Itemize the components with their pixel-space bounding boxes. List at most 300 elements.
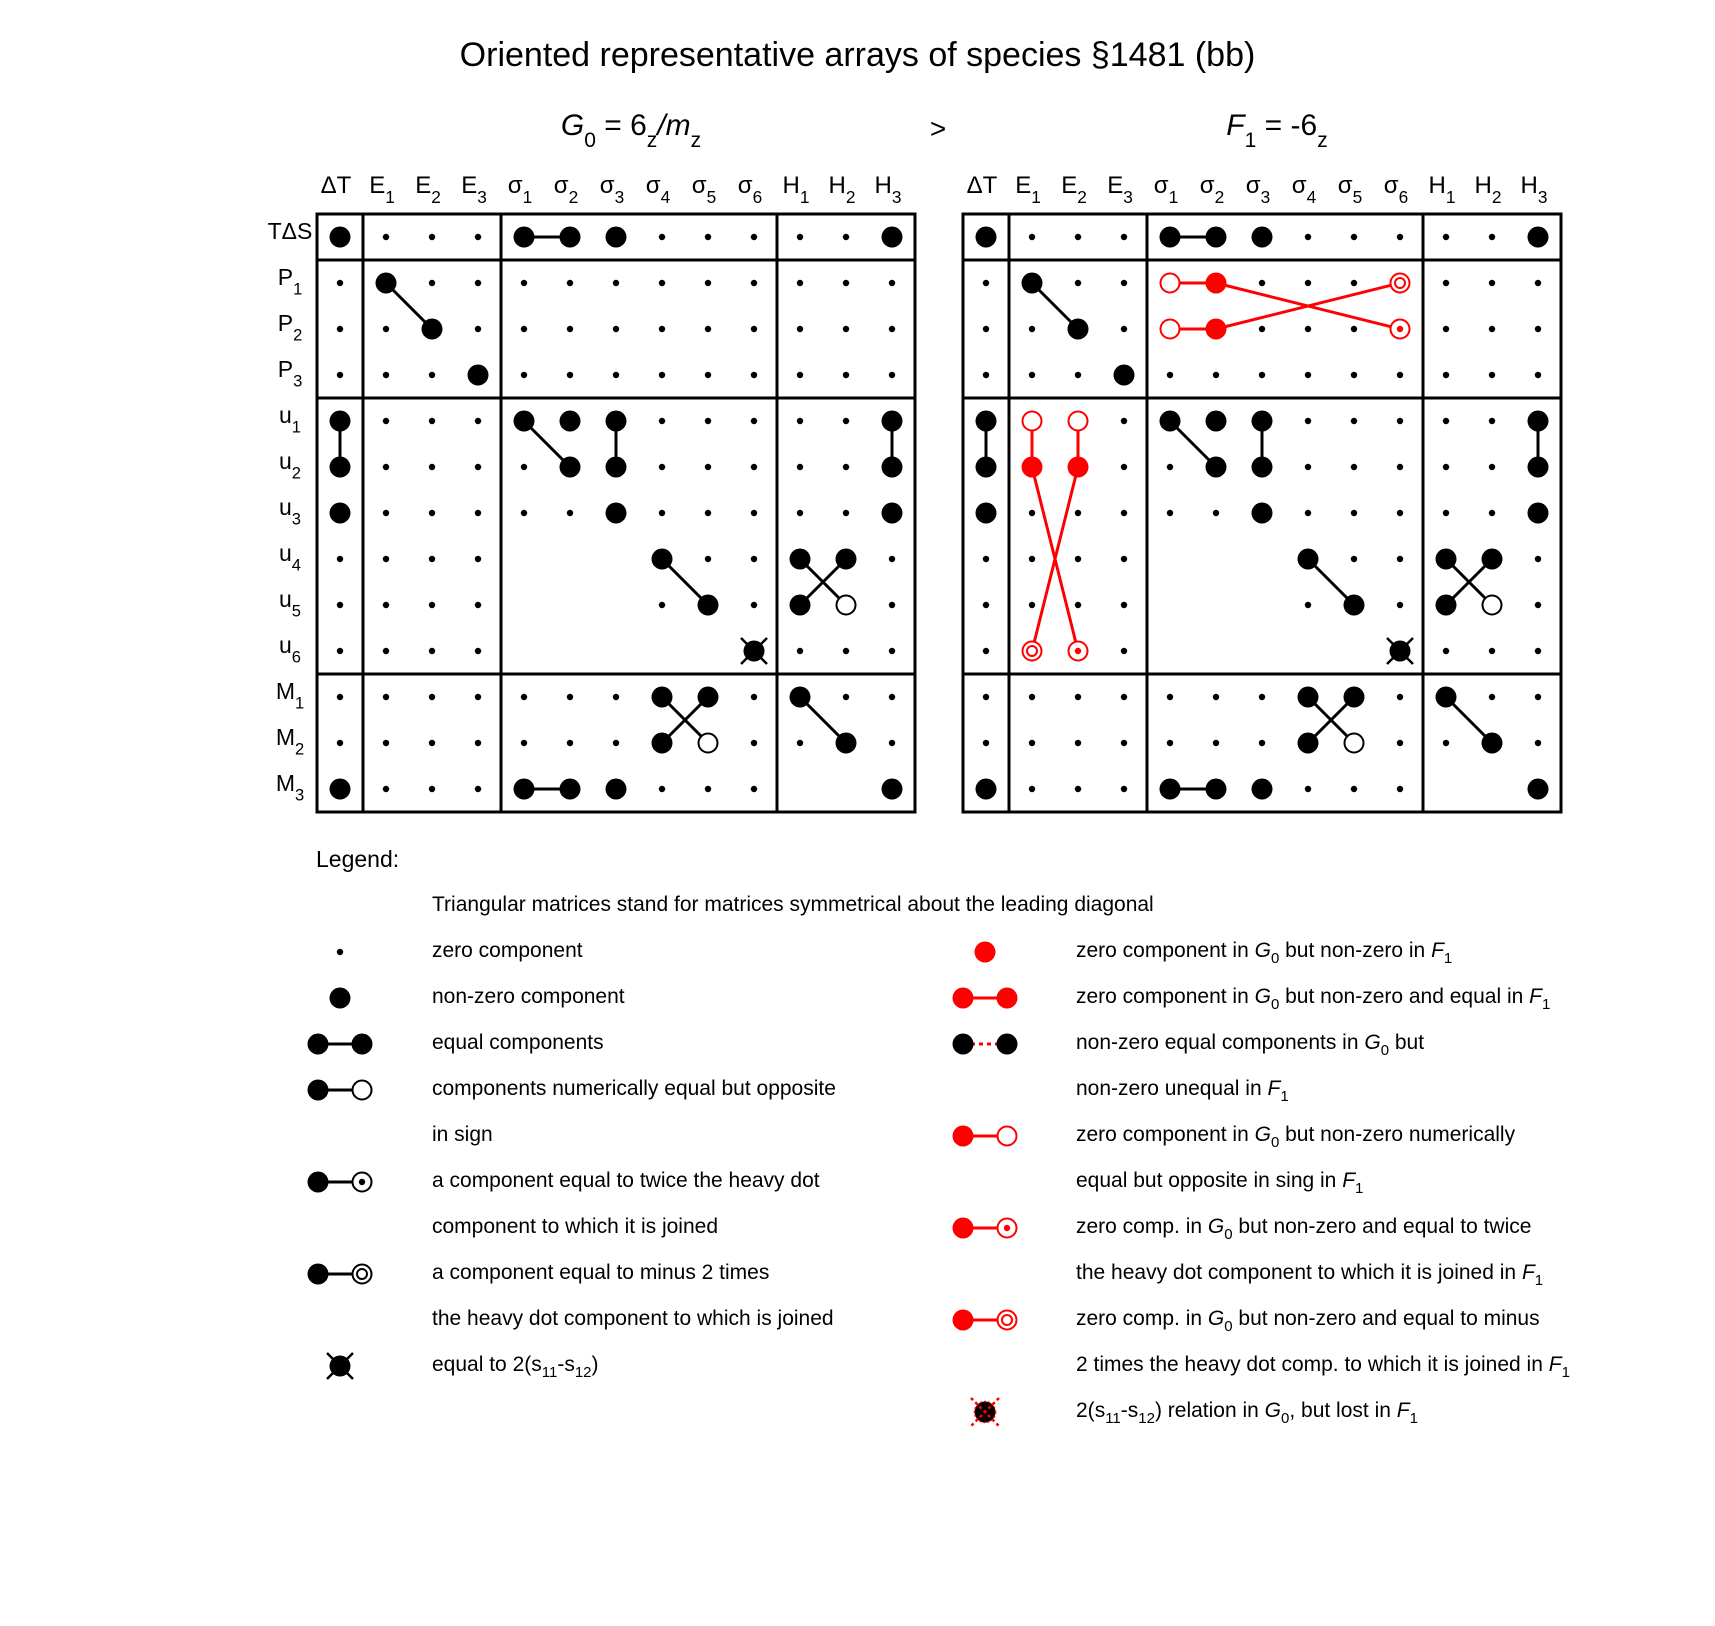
component-node bbox=[836, 549, 857, 570]
matrix-F1 bbox=[963, 109, 1561, 812]
zero-dot bbox=[1075, 740, 1081, 746]
zero-dot bbox=[1121, 740, 1127, 746]
zero-dot bbox=[1029, 556, 1035, 562]
component-node bbox=[698, 687, 719, 708]
component-node bbox=[1161, 320, 1180, 339]
zero-dot bbox=[797, 648, 803, 654]
col-label: $H_2$ bbox=[1474, 172, 1502, 208]
zero-dot bbox=[1167, 694, 1173, 700]
component-node bbox=[1068, 319, 1089, 340]
legend-item-text: non-zero unequal in $F_1$ bbox=[1076, 1077, 1289, 1105]
matrix-title-F1: $F_1 = -6_z$ bbox=[1226, 109, 1328, 152]
row-label: $M_2$ bbox=[275, 724, 305, 759]
legend-glyph-RFRD bbox=[953, 1218, 1017, 1239]
row-label: $P_2$ bbox=[277, 310, 303, 345]
component-node bbox=[1345, 734, 1364, 753]
row-label: $M_3$ bbox=[275, 770, 305, 805]
zero-dot bbox=[1121, 694, 1127, 700]
component-node bbox=[1206, 411, 1227, 432]
zero-dot bbox=[1443, 740, 1449, 746]
col-label: $H_1$ bbox=[782, 172, 810, 208]
component-node bbox=[514, 227, 535, 248]
zero-dot bbox=[843, 372, 849, 378]
zero-dot bbox=[797, 234, 803, 240]
component-node bbox=[560, 411, 581, 432]
zero-dot bbox=[1489, 234, 1495, 240]
legend-glyph-RFRDC bbox=[953, 1310, 1017, 1331]
zero-dot bbox=[475, 648, 481, 654]
zero-dot bbox=[1535, 602, 1541, 608]
component-node bbox=[1387, 638, 1413, 664]
component-node bbox=[699, 734, 718, 753]
zero-dot bbox=[1121, 786, 1127, 792]
zero-dot bbox=[1029, 372, 1035, 378]
col-label: $\sigma_3$ bbox=[1245, 172, 1271, 208]
zero-dot bbox=[1397, 464, 1403, 470]
zero-dot bbox=[613, 280, 619, 286]
legend-item-text: zero comp. in $G_0$ but non-zero and equal to twice bbox=[1076, 1215, 1532, 1243]
zero-dot bbox=[1305, 786, 1311, 792]
zero-dot bbox=[1489, 510, 1495, 516]
zero-dot bbox=[337, 372, 343, 378]
zero-dot bbox=[1075, 786, 1081, 792]
zero-dot bbox=[1351, 786, 1357, 792]
zero-dot bbox=[1397, 556, 1403, 562]
zero-dot bbox=[337, 740, 343, 746]
col-label: $E_2$ bbox=[415, 172, 441, 208]
col-label: $\sigma_1$ bbox=[507, 172, 533, 208]
legend-glyph-RFRO bbox=[953, 1126, 1017, 1147]
component-node bbox=[1206, 779, 1227, 800]
zero-dot bbox=[521, 510, 527, 516]
col-label: $\sigma_5$ bbox=[1337, 172, 1363, 208]
zero-dot bbox=[1397, 694, 1403, 700]
legend-item-text: $2(s_{11}-s_{12})$ relation in $G_0$, but lost in $F_1$ bbox=[1076, 1399, 1418, 1427]
zero-dot bbox=[521, 372, 527, 378]
component-node bbox=[1206, 457, 1227, 478]
component-node bbox=[882, 779, 903, 800]
zero-dot bbox=[1075, 280, 1081, 286]
component-node bbox=[1069, 412, 1088, 431]
zero-dot bbox=[889, 694, 895, 700]
zero-dot bbox=[751, 786, 757, 792]
zero-dot bbox=[983, 740, 989, 746]
zero-dot bbox=[1397, 602, 1403, 608]
legend-item-text: the heavy dot component to which it is joined in $F_1$ bbox=[1076, 1261, 1544, 1289]
zero-dot bbox=[751, 418, 757, 424]
component-node bbox=[1482, 549, 1503, 570]
zero-dot bbox=[1351, 234, 1357, 240]
legend-glyph-FF bbox=[308, 1034, 373, 1055]
zero-dot bbox=[705, 464, 711, 470]
zero-dot bbox=[383, 786, 389, 792]
col-label: $\sigma_1$ bbox=[1153, 172, 1179, 208]
component-node bbox=[422, 319, 443, 340]
component-node bbox=[1482, 733, 1503, 754]
zero-dot bbox=[1121, 510, 1127, 516]
zero-dot bbox=[1259, 740, 1265, 746]
zero-dot bbox=[521, 280, 527, 286]
zero-dot bbox=[1351, 464, 1357, 470]
component-node bbox=[1298, 549, 1319, 570]
zero-dot bbox=[983, 694, 989, 700]
zero-dot bbox=[475, 418, 481, 424]
row-label: $P_3$ bbox=[277, 356, 303, 391]
zero-dot bbox=[751, 280, 757, 286]
zero-dot bbox=[1443, 464, 1449, 470]
col-label: $H_2$ bbox=[828, 172, 856, 208]
zero-dot bbox=[983, 602, 989, 608]
zero-dot bbox=[337, 602, 343, 608]
legend-item-text: components numerically equal but opposite bbox=[432, 1077, 836, 1100]
zero-dot bbox=[567, 740, 573, 746]
zero-dot bbox=[983, 648, 989, 654]
col-label: $E_1$ bbox=[369, 172, 395, 208]
component-node bbox=[1528, 227, 1549, 248]
zero-dot bbox=[1535, 556, 1541, 562]
component-node bbox=[882, 503, 903, 524]
zero-dot bbox=[475, 556, 481, 562]
matrix-G0 bbox=[268, 109, 915, 812]
zero-dot bbox=[383, 234, 389, 240]
zero-dot bbox=[383, 326, 389, 332]
col-label: $\sigma_6$ bbox=[1383, 172, 1409, 208]
zero-dot bbox=[429, 372, 435, 378]
zero-dot bbox=[705, 510, 711, 516]
zero-dot bbox=[1397, 786, 1403, 792]
zero-dot bbox=[797, 326, 803, 332]
zero-dot bbox=[1489, 418, 1495, 424]
zero-dot bbox=[659, 372, 665, 378]
zero-dot bbox=[1121, 648, 1127, 654]
zero-dot bbox=[1029, 602, 1035, 608]
zero-dot bbox=[889, 326, 895, 332]
zero-dot bbox=[383, 464, 389, 470]
zero-dot bbox=[659, 786, 665, 792]
zero-dot bbox=[1259, 280, 1265, 286]
component-node bbox=[1161, 274, 1180, 293]
component-node bbox=[330, 411, 351, 432]
zero-dot bbox=[475, 280, 481, 286]
legend-item-text: non-zero equal components in $G_0$ but bbox=[1076, 1031, 1425, 1059]
zero-dot bbox=[613, 326, 619, 332]
zero-dot bbox=[1259, 372, 1265, 378]
row-label: $u_4$ bbox=[279, 540, 301, 575]
zero-dot bbox=[1167, 740, 1173, 746]
legend-glyph-X bbox=[327, 1353, 353, 1379]
zero-dot bbox=[705, 418, 711, 424]
component-node bbox=[1528, 457, 1549, 478]
legend-item-text: zero component in $G_0$ but non-zero and equal in $F_1$ bbox=[1076, 985, 1551, 1013]
zero-dot bbox=[429, 786, 435, 792]
zero-dot bbox=[751, 740, 757, 746]
component-node bbox=[1436, 687, 1457, 708]
component-node bbox=[1298, 687, 1319, 708]
zero-dot bbox=[983, 326, 989, 332]
legend-item-text: zero component in $G_0$ but non-zero in $F_1$ bbox=[1076, 939, 1453, 967]
zero-dot bbox=[1443, 234, 1449, 240]
zero-dot bbox=[751, 464, 757, 470]
zero-dot bbox=[797, 280, 803, 286]
zero-dot bbox=[1443, 648, 1449, 654]
col-label: $H_3$ bbox=[874, 172, 902, 208]
component-node bbox=[837, 596, 856, 615]
zero-dot bbox=[383, 510, 389, 516]
col-label: $H_1$ bbox=[1428, 172, 1456, 208]
zero-dot bbox=[843, 464, 849, 470]
zero-dot bbox=[843, 510, 849, 516]
zero-dot bbox=[1305, 326, 1311, 332]
zero-dot bbox=[1443, 280, 1449, 286]
component-node bbox=[606, 779, 627, 800]
zero-dot bbox=[429, 694, 435, 700]
zero-dot bbox=[613, 740, 619, 746]
zero-dot bbox=[797, 418, 803, 424]
component-node bbox=[882, 457, 903, 478]
row-label: $M_1$ bbox=[275, 678, 305, 713]
zero-dot bbox=[889, 280, 895, 286]
zero-dot bbox=[1075, 602, 1081, 608]
zero-dot bbox=[797, 510, 803, 516]
zero-dot bbox=[1351, 510, 1357, 516]
component-node bbox=[1022, 457, 1043, 478]
row-label: $P_1$ bbox=[277, 264, 303, 299]
zero-dot bbox=[475, 510, 481, 516]
legend-glyph-RFRF bbox=[953, 988, 1018, 1009]
zero-dot bbox=[475, 786, 481, 792]
zero-dot bbox=[337, 280, 343, 286]
zero-dot bbox=[1535, 694, 1541, 700]
zero-dot bbox=[337, 648, 343, 654]
component-node bbox=[882, 227, 903, 248]
zero-dot bbox=[843, 234, 849, 240]
zero-dot bbox=[429, 280, 435, 286]
component-node bbox=[976, 779, 997, 800]
zero-dot bbox=[751, 602, 757, 608]
zero-dot bbox=[1029, 694, 1035, 700]
zero-dot bbox=[429, 648, 435, 654]
zero-dot bbox=[475, 234, 481, 240]
component-node bbox=[652, 687, 673, 708]
zero-dot bbox=[659, 280, 665, 286]
row-label: $u_5$ bbox=[279, 586, 301, 621]
zero-dot bbox=[1351, 418, 1357, 424]
col-label: $\sigma_5$ bbox=[691, 172, 717, 208]
component-node bbox=[1022, 273, 1043, 294]
zero-dot bbox=[429, 464, 435, 470]
zero-dot bbox=[1213, 510, 1219, 516]
col-label: $E_3$ bbox=[1107, 172, 1133, 208]
legend-glyph-RF bbox=[975, 942, 996, 963]
component-node bbox=[468, 365, 489, 386]
zero-dot bbox=[383, 648, 389, 654]
zero-dot bbox=[1121, 234, 1127, 240]
component-node bbox=[1252, 503, 1273, 524]
zero-dot bbox=[1029, 234, 1035, 240]
component-node bbox=[1344, 687, 1365, 708]
zero-dot bbox=[983, 556, 989, 562]
col-label: $\sigma_4$ bbox=[645, 172, 671, 208]
zero-dot bbox=[1075, 556, 1081, 562]
component-node bbox=[698, 595, 719, 616]
zero-dot bbox=[659, 234, 665, 240]
zero-dot bbox=[429, 234, 435, 240]
zero-dot bbox=[1305, 464, 1311, 470]
component-node bbox=[1160, 227, 1181, 248]
col-label: $\sigma_2$ bbox=[553, 172, 579, 208]
legend-glyph-dot bbox=[337, 949, 343, 955]
zero-dot bbox=[797, 740, 803, 746]
zero-dot bbox=[843, 326, 849, 332]
zero-dot bbox=[1351, 326, 1357, 332]
component-node bbox=[1069, 642, 1088, 661]
component-node bbox=[1483, 596, 1502, 615]
zero-dot bbox=[889, 372, 895, 378]
zero-dot bbox=[1489, 464, 1495, 470]
component-node bbox=[1206, 227, 1227, 248]
zero-dot bbox=[1029, 740, 1035, 746]
component-node bbox=[330, 457, 351, 478]
zero-dot bbox=[337, 556, 343, 562]
legend-item-text: a component equal to twice the heavy dot bbox=[432, 1169, 820, 1192]
component-node bbox=[1528, 779, 1549, 800]
legend-item-text: a component equal to minus 2 times bbox=[432, 1261, 770, 1284]
component-node bbox=[882, 411, 903, 432]
component-node bbox=[1528, 411, 1549, 432]
row-label: $u_6$ bbox=[279, 632, 301, 667]
legend-item-text: in sign bbox=[432, 1123, 493, 1146]
zero-dot bbox=[889, 740, 895, 746]
zero-dot bbox=[1443, 510, 1449, 516]
zero-dot bbox=[1489, 694, 1495, 700]
component-node bbox=[1391, 274, 1410, 293]
component-node bbox=[606, 227, 627, 248]
component-node bbox=[560, 779, 581, 800]
component-node bbox=[1344, 595, 1365, 616]
component-node bbox=[790, 687, 811, 708]
zero-dot bbox=[705, 556, 711, 562]
zero-dot bbox=[1213, 694, 1219, 700]
zero-dot bbox=[843, 280, 849, 286]
legend-glyph-FO bbox=[308, 1080, 372, 1101]
zero-dot bbox=[751, 694, 757, 700]
component-node bbox=[1436, 549, 1457, 570]
zero-dot bbox=[383, 602, 389, 608]
zero-dot bbox=[1259, 694, 1265, 700]
col-label: ΔT bbox=[320, 172, 352, 199]
zero-dot bbox=[521, 464, 527, 470]
col-label: ΔT bbox=[966, 172, 998, 199]
zero-dot bbox=[1121, 464, 1127, 470]
zero-dot bbox=[1305, 372, 1311, 378]
zero-dot bbox=[1121, 280, 1127, 286]
zero-dot bbox=[751, 326, 757, 332]
component-node bbox=[560, 457, 581, 478]
legend-item-text: equal to $2(s_{11}-s_{12})$ bbox=[432, 1353, 599, 1381]
zero-dot bbox=[1029, 786, 1035, 792]
component-node bbox=[1206, 273, 1227, 294]
component-node bbox=[1252, 457, 1273, 478]
zero-dot bbox=[613, 694, 619, 700]
legend-item-text: zero component in $G_0$ but non-zero numerically bbox=[1076, 1123, 1516, 1151]
zero-dot bbox=[429, 602, 435, 608]
zero-dot bbox=[521, 326, 527, 332]
col-label: $\sigma_3$ bbox=[599, 172, 625, 208]
component-node bbox=[1068, 457, 1089, 478]
zero-dot bbox=[475, 326, 481, 332]
component-node bbox=[1436, 595, 1457, 616]
zero-dot bbox=[751, 556, 757, 562]
zero-dot bbox=[1397, 418, 1403, 424]
row-label: $u_2$ bbox=[279, 448, 301, 483]
zero-dot bbox=[337, 326, 343, 332]
zero-dot bbox=[889, 648, 895, 654]
component-node bbox=[514, 779, 535, 800]
zero-dot bbox=[1121, 418, 1127, 424]
legend-glyph-F bbox=[330, 988, 351, 1009]
row-label: $u_3$ bbox=[279, 494, 301, 529]
zero-dot bbox=[705, 234, 711, 240]
component-node bbox=[1023, 642, 1042, 661]
zero-dot bbox=[1489, 372, 1495, 378]
zero-dot bbox=[567, 280, 573, 286]
comparison-symbol: > bbox=[929, 113, 947, 144]
matrix-title-G0: $G_0 = 6_z/m_z$ bbox=[560, 109, 702, 152]
component-node bbox=[560, 227, 581, 248]
zero-dot bbox=[567, 326, 573, 332]
component-node bbox=[976, 411, 997, 432]
zero-dot bbox=[475, 464, 481, 470]
zero-dot bbox=[1535, 648, 1541, 654]
zero-dot bbox=[705, 786, 711, 792]
component-node bbox=[836, 733, 857, 754]
zero-dot bbox=[659, 510, 665, 516]
zero-dot bbox=[889, 556, 895, 562]
zero-dot bbox=[705, 280, 711, 286]
zero-dot bbox=[521, 740, 527, 746]
zero-dot bbox=[843, 648, 849, 654]
legend-item-text: component to which it is joined bbox=[432, 1215, 718, 1238]
zero-dot bbox=[751, 510, 757, 516]
component-node bbox=[330, 227, 351, 248]
zero-dot bbox=[1305, 234, 1311, 240]
zero-dot bbox=[659, 418, 665, 424]
zero-dot bbox=[983, 372, 989, 378]
zero-dot bbox=[567, 372, 573, 378]
component-node bbox=[1252, 779, 1273, 800]
zero-dot bbox=[705, 326, 711, 332]
zero-dot bbox=[1397, 510, 1403, 516]
zero-dot bbox=[383, 556, 389, 562]
zero-dot bbox=[1397, 740, 1403, 746]
zero-dot bbox=[705, 372, 711, 378]
component-node bbox=[1252, 411, 1273, 432]
zero-dot bbox=[1213, 740, 1219, 746]
zero-dot bbox=[429, 556, 435, 562]
component-node bbox=[976, 457, 997, 478]
zero-dot bbox=[751, 372, 757, 378]
zero-dot bbox=[475, 602, 481, 608]
zero-dot bbox=[1397, 372, 1403, 378]
component-node bbox=[976, 227, 997, 248]
zero-dot bbox=[1397, 234, 1403, 240]
component-node bbox=[330, 779, 351, 800]
component-node bbox=[376, 273, 397, 294]
legend-glyph-FdotF bbox=[953, 1034, 1018, 1055]
component-node bbox=[1023, 412, 1042, 431]
zero-dot bbox=[1351, 556, 1357, 562]
zero-dot bbox=[1443, 372, 1449, 378]
